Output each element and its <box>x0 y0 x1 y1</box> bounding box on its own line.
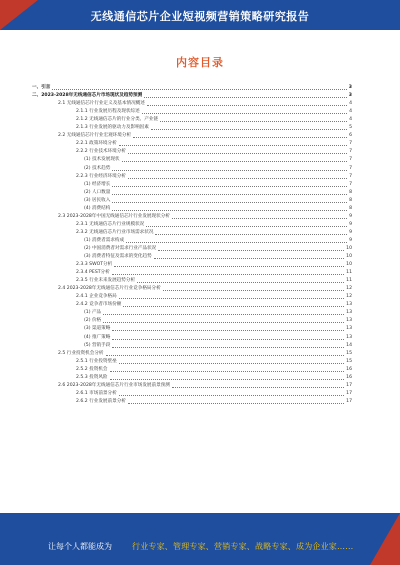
toc-entry-page: 13 <box>346 302 352 308</box>
toc-entry-page: 9 <box>349 229 352 235</box>
toc-entry-label: 二、2023-2028年无线通信芯片市场现状及趋势预测 <box>32 93 143 99</box>
toc-entry[interactable] <box>32 100 352 108</box>
toc-entry-page: 4 <box>349 109 352 115</box>
toc-entry[interactable] <box>32 84 352 92</box>
toc-entry[interactable] <box>32 382 352 390</box>
toc-entry-label: 2.4.2 竞争者市场份额 <box>76 302 122 308</box>
toc-dot-leader <box>137 282 344 283</box>
toc-entry[interactable] <box>32 390 352 398</box>
toc-entry-label: 2.2.2 行业技术环境分析 <box>76 149 126 155</box>
toc-entry[interactable] <box>32 140 352 148</box>
toc-entry-label: 一、引言 <box>32 85 51 91</box>
toc-dot-leader <box>52 89 346 90</box>
toc-entry-page: 9 <box>349 237 352 243</box>
toc-dot-leader <box>114 266 344 267</box>
toc-dot-leader <box>112 170 347 171</box>
toc-dot-leader <box>110 371 345 372</box>
toc-entry-label: 2.4.1 企业竞争格局 <box>76 294 117 300</box>
toc-entry[interactable] <box>32 197 352 205</box>
page-footer <box>0 513 400 565</box>
footer-slogan-highlight: 行业专家、管理专家、营销专家、战略专家、成为企业家…… <box>132 542 354 551</box>
toc-dot-leader <box>119 395 344 396</box>
toc-entry[interactable] <box>32 317 352 325</box>
toc-dot-leader <box>110 379 345 380</box>
toc-entry-label: (3) 消费者特征及需求的变化趋势 <box>84 254 152 260</box>
toc-entry-label: 2.2 无线通信芯片行业宏观环境分析 <box>58 133 132 139</box>
toc-dot-leader <box>151 129 347 130</box>
toc-entry-label: 2.3.2 无线通信芯片行业市场需求状况 <box>76 229 154 235</box>
toc-entry[interactable] <box>32 301 352 309</box>
toc-entry-label: (2) 技术趋势 <box>84 165 111 171</box>
toc-entry-page: 7 <box>349 149 352 155</box>
toc-entry-label: 2.6.1 市场前景分析 <box>76 390 117 396</box>
toc-entry[interactable] <box>32 156 352 164</box>
toc-entry-page: 16 <box>346 374 352 380</box>
toc-entry-label: (4) 推广策略 <box>84 334 111 340</box>
toc-entry-page: 7 <box>349 165 352 171</box>
toc-entry[interactable] <box>32 309 352 317</box>
toc-entry-page: 10 <box>346 262 352 268</box>
toc-entry[interactable] <box>32 124 352 132</box>
toc-entry-label: (1) 产品 <box>84 310 102 316</box>
toc-entry-label: 2.3.4 PEST分析 <box>76 270 110 276</box>
toc-entry[interactable] <box>32 374 352 382</box>
toc-entry[interactable] <box>32 92 352 100</box>
toc-dot-leader <box>146 226 347 227</box>
toc-entry[interactable] <box>32 358 352 366</box>
toc-entry-page: 3 <box>348 85 352 91</box>
footer-accent-triangle <box>370 513 400 565</box>
toc-entry-page: 9 <box>349 221 352 227</box>
toc-entry-label: 2.1.3 行业发展的驱动力及影响因素 <box>76 125 149 131</box>
toc-dot-leader <box>142 113 347 114</box>
toc-entry[interactable] <box>32 189 352 197</box>
table-of-contents <box>32 84 352 406</box>
toc-entry-label: (2) 价格 <box>84 318 102 324</box>
toc-entry-label: 2.6.2 行业发展前景分析 <box>76 398 126 404</box>
toc-entry-page: 8 <box>349 197 352 203</box>
toc-entry-label: 2.5.3 投资风险 <box>76 374 108 380</box>
toc-entry-label: 2.1.2 无线通信芯片的行业分类、产业链 <box>76 117 159 123</box>
toc-entry-page: 8 <box>349 205 352 211</box>
toc-dot-leader <box>160 121 347 122</box>
toc-entry-page: 13 <box>346 334 352 340</box>
toc-entry-label: 2.3.5 行业未来发展趋势分析 <box>76 278 136 284</box>
toc-dot-leader <box>126 242 347 243</box>
toc-entry-label: (1) 技术发展现状 <box>84 157 120 163</box>
toc-entry-label: (1) 消费者需求构成 <box>84 237 125 243</box>
toc-entry[interactable] <box>32 261 352 269</box>
toc-dot-leader <box>172 387 344 388</box>
toc-entry-label: 2.6 2023-2028年无线通信芯片行业市场发展前景预测 <box>58 382 170 388</box>
toc-entry-page: 12 <box>346 286 352 292</box>
toc-dot-leader <box>112 274 344 275</box>
toc-dot-leader <box>154 258 344 259</box>
toc-dot-leader <box>128 403 344 404</box>
toc-entry[interactable] <box>32 342 352 350</box>
toc-dot-leader <box>112 330 344 331</box>
toc-entry-label: 2.2.3 行业经济环境分析 <box>76 173 126 179</box>
toc-dot-leader <box>172 218 347 219</box>
toc-entry-page: 9 <box>349 213 352 219</box>
toc-dot-leader <box>158 250 344 251</box>
toc-dot-leader <box>128 178 347 179</box>
toc-entry-label: (1) 经济增长 <box>84 181 111 187</box>
toc-entry-page: 8 <box>349 189 352 195</box>
toc-entry-page: 17 <box>346 390 352 396</box>
toc-dot-leader <box>112 194 347 195</box>
toc-entry-page: 4 <box>349 101 352 107</box>
toc-entry[interactable] <box>32 116 352 124</box>
toc-entry-label: 2.3 2023-2028年中国无线通信芯片行业发展现状分析 <box>58 213 170 219</box>
toc-dot-leader <box>133 137 347 138</box>
toc-dot-leader <box>163 290 344 291</box>
toc-heading: 内容目录 <box>176 56 224 69</box>
toc-entry-page: 4 <box>349 117 352 123</box>
toc-entry[interactable] <box>32 221 352 229</box>
toc-entry-page: 17 <box>346 382 352 388</box>
toc-entry[interactable] <box>32 325 352 333</box>
toc-dot-leader <box>112 347 344 348</box>
toc-entry-label: (4) 消费结构 <box>84 205 111 211</box>
toc-entry[interactable] <box>32 132 352 140</box>
toc-dot-leader <box>112 186 347 187</box>
toc-entry[interactable] <box>32 245 352 253</box>
toc-entry-label: (2) 人口数量 <box>84 189 111 195</box>
toc-entry[interactable] <box>32 237 352 245</box>
toc-entry[interactable] <box>32 205 352 213</box>
footer-slogan-lead: 让每个人都能成为 <box>48 542 112 551</box>
toc-entry[interactable] <box>32 293 352 301</box>
toc-entry-label: 2.1 无线通信芯片行业定义及基本情况概述 <box>58 101 145 107</box>
toc-dot-leader <box>119 145 347 146</box>
toc-dot-leader <box>155 234 347 235</box>
toc-dot-leader <box>119 298 344 299</box>
toc-entry[interactable] <box>32 277 352 285</box>
toc-entry-label: (3) 渠道策略 <box>84 326 111 332</box>
toc-entry-page: 16 <box>346 366 352 372</box>
toc-entry[interactable] <box>32 269 352 277</box>
toc-entry[interactable] <box>32 398 352 406</box>
toc-entry[interactable] <box>32 366 352 374</box>
toc-entry-label: 2.1.1 行业发展历程及现状综述 <box>76 109 140 115</box>
toc-entry-label: (3) 居民收入 <box>84 197 111 203</box>
toc-dot-leader <box>122 161 348 162</box>
toc-entry-page: 10 <box>346 254 352 260</box>
toc-entry-page: 14 <box>346 342 352 348</box>
toc-entry-page: 11 <box>346 270 352 276</box>
toc-dot-leader <box>112 210 347 211</box>
toc-entry-page: 7 <box>349 173 352 179</box>
toc-entry-page: 7 <box>349 181 352 187</box>
toc-entry-page: 15 <box>346 358 352 364</box>
toc-dot-leader <box>103 314 344 315</box>
toc-entry-page: 12 <box>346 294 352 300</box>
toc-entry[interactable] <box>32 173 352 181</box>
toc-dot-leader <box>103 322 344 323</box>
toc-entry[interactable] <box>32 253 352 261</box>
toc-entry-label: 2.4 2023-2028年无线通信芯片行业竞争格局分析 <box>58 286 161 292</box>
toc-entry-page: 17 <box>346 398 352 404</box>
toc-entry[interactable] <box>32 164 352 172</box>
toc-entry-label: 2.3.3 SWOT分析 <box>76 262 113 268</box>
toc-entry-page: 3 <box>348 93 352 99</box>
toc-entry[interactable] <box>32 181 352 189</box>
toc-entry-page: 7 <box>349 141 352 147</box>
toc-entry-page: 13 <box>346 326 352 332</box>
toc-entry-label: (2) 中国消费者对需求行业产品状况 <box>84 245 157 251</box>
toc-entry-page: 11 <box>346 278 352 284</box>
toc-entry[interactable] <box>32 285 352 293</box>
toc-entry-page: 15 <box>346 350 352 356</box>
toc-dot-leader <box>147 105 347 106</box>
report-title: 无线通信芯片企业短视频营销策略研究报告 <box>90 10 310 23</box>
toc-dot-leader <box>106 355 345 356</box>
toc-dot-leader <box>128 153 347 154</box>
toc-dot-leader <box>112 202 347 203</box>
toc-entry-page: 7 <box>349 157 352 163</box>
toc-entry[interactable] <box>32 333 352 341</box>
toc-entry[interactable] <box>32 350 352 358</box>
toc-dot-leader <box>119 363 344 364</box>
toc-entry-label: 2.5 行业投资机会分析 <box>58 350 104 356</box>
toc-entry-page: 13 <box>346 310 352 316</box>
toc-entry-label: (5) 营销手段 <box>84 342 111 348</box>
toc-entry-label: 2.2.1 政策环境分析 <box>76 141 117 147</box>
toc-entry[interactable] <box>32 213 352 221</box>
toc-entry-label: 2.3.1 无线通信芯片行业规模状况 <box>76 221 145 227</box>
toc-dot-leader <box>123 306 344 307</box>
toc-entry[interactable] <box>32 148 352 156</box>
toc-dot-leader <box>112 339 344 340</box>
toc-entry-page: 6 <box>349 133 352 139</box>
toc-entry-label: 2.5.2 投资机会 <box>76 366 108 372</box>
toc-entry[interactable] <box>32 108 352 116</box>
toc-entry-page: 13 <box>346 318 352 324</box>
toc-entry-page: 5 <box>349 125 352 131</box>
toc-dot-leader <box>144 97 347 98</box>
toc-entry[interactable] <box>32 229 352 237</box>
toc-entry-label: 2.5.1 行业投资壁垒 <box>76 358 117 364</box>
toc-entry-page: 10 <box>346 245 352 251</box>
